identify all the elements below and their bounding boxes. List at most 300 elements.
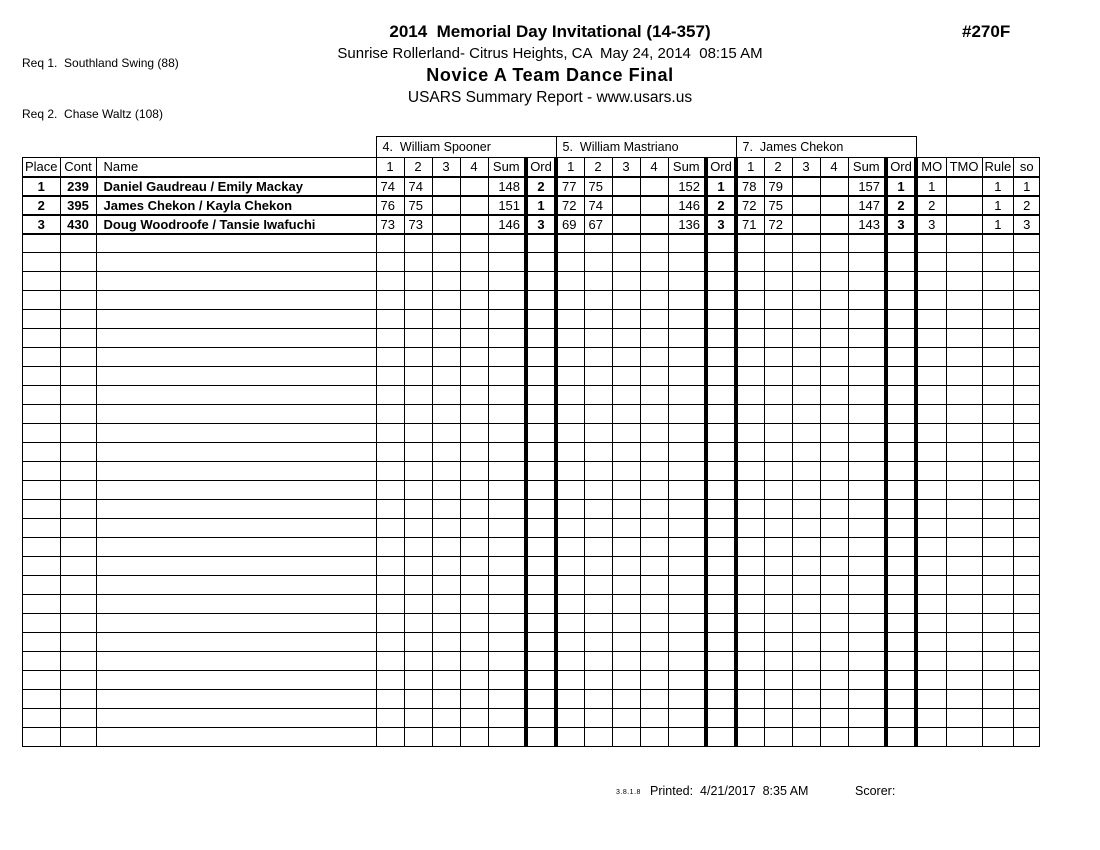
empty-cell: [376, 348, 404, 367]
score-cell: [432, 215, 460, 234]
empty-cell: [736, 595, 764, 614]
empty-cell: [886, 291, 916, 310]
empty-cell: [96, 728, 376, 747]
empty-cell: [820, 405, 848, 424]
empty-cell: [584, 690, 612, 709]
empty-cell: [792, 424, 820, 443]
empty-cell: [820, 481, 848, 500]
empty-table-row: [23, 633, 1040, 652]
col-score-2: 2: [584, 158, 612, 177]
empty-cell: [946, 595, 982, 614]
empty-cell: [1014, 348, 1040, 367]
empty-cell: [982, 367, 1014, 386]
empty-cell: [640, 405, 668, 424]
empty-table-row: [23, 671, 1040, 690]
empty-cell: [584, 538, 612, 557]
spacer: [23, 137, 377, 158]
score-cell: 74: [404, 177, 432, 196]
empty-cell: [556, 291, 584, 310]
empty-cell: [982, 234, 1014, 253]
judge-header-row: [23, 137, 1040, 158]
empty-cell: [848, 291, 886, 310]
empty-cell: [432, 348, 460, 367]
empty-cell: [946, 424, 982, 443]
score-table-wrap: [22, 136, 1040, 747]
empty-table-row: [23, 557, 1040, 576]
empty-cell: [736, 557, 764, 576]
empty-cell: [376, 234, 404, 253]
col-tmo: TMO: [946, 158, 982, 177]
empty-cell: [488, 253, 526, 272]
empty-table-row: [23, 462, 1040, 481]
empty-cell: [1014, 633, 1040, 652]
empty-cell: [668, 538, 706, 557]
empty-cell: [706, 652, 736, 671]
empty-cell: [60, 272, 96, 291]
empty-cell: [848, 424, 886, 443]
empty-cell: [848, 272, 886, 291]
empty-cell: [612, 519, 640, 538]
sum-cell: 146: [668, 196, 706, 215]
empty-cell: [668, 614, 706, 633]
empty-cell: [460, 443, 488, 462]
empty-cell: [764, 291, 792, 310]
empty-table-row: [23, 367, 1040, 386]
empty-cell: [488, 291, 526, 310]
empty-cell: [488, 557, 526, 576]
empty-cell: [886, 405, 916, 424]
empty-cell: [96, 443, 376, 462]
empty-cell: [1014, 367, 1040, 386]
empty-cell: [886, 576, 916, 595]
empty-cell: [764, 272, 792, 291]
empty-cell: [640, 538, 668, 557]
empty-table-row: [23, 234, 1040, 253]
spacer: [916, 137, 1040, 158]
empty-cell: [23, 272, 61, 291]
ordinal-cell: 3: [706, 215, 736, 234]
empty-cell: [764, 576, 792, 595]
empty-cell: [432, 424, 460, 443]
empty-cell: [706, 367, 736, 386]
empty-cell: [556, 519, 584, 538]
col-rule: Rule: [982, 158, 1014, 177]
empty-cell: [736, 576, 764, 595]
empty-cell: [736, 424, 764, 443]
col-score-4: 4: [820, 158, 848, 177]
empty-cell: [612, 671, 640, 690]
empty-cell: [460, 481, 488, 500]
empty-cell: [668, 405, 706, 424]
empty-cell: [556, 424, 584, 443]
empty-cell: [556, 329, 584, 348]
venue-datetime: Sunrise Rollerland- Citrus Heights, CA May 24, 2014 08:15 AM: [337, 45, 763, 62]
empty-cell: [916, 728, 946, 747]
empty-cell: [886, 310, 916, 329]
judge-name-box: 7. James Chekon: [736, 137, 916, 158]
empty-cell: [736, 310, 764, 329]
empty-cell: [23, 728, 61, 747]
empty-cell: [96, 367, 376, 386]
empty-cell: [640, 253, 668, 272]
empty-cell: [946, 272, 982, 291]
empty-cell: [584, 557, 612, 576]
empty-cell: [612, 424, 640, 443]
empty-cell: [982, 671, 1014, 690]
empty-cell: [460, 329, 488, 348]
empty-cell: [526, 310, 556, 329]
empty-cell: [60, 519, 96, 538]
empty-cell: [764, 348, 792, 367]
empty-cell: [612, 576, 640, 595]
empty-cell: [668, 424, 706, 443]
empty-cell: [848, 595, 886, 614]
empty-cell: [668, 310, 706, 329]
empty-cell: [488, 500, 526, 519]
col-score-2: 2: [764, 158, 792, 177]
empty-cell: [886, 538, 916, 557]
empty-cell: [820, 633, 848, 652]
empty-cell: [706, 728, 736, 747]
sum-cell: 147: [848, 196, 886, 215]
empty-cell: [376, 329, 404, 348]
empty-cell: [404, 709, 432, 728]
empty-cell: [792, 728, 820, 747]
competition-title: 2014 Memorial Day Invitational (14-357): [389, 22, 711, 41]
empty-cell: [460, 386, 488, 405]
empty-cell: [706, 462, 736, 481]
sum-ordinals-cell: 2: [1014, 196, 1040, 215]
empty-cell: [736, 538, 764, 557]
empty-cell: [640, 728, 668, 747]
empty-cell: [1014, 424, 1040, 443]
empty-cell: [612, 386, 640, 405]
empty-cell: [526, 557, 556, 576]
empty-cell: [60, 671, 96, 690]
empty-cell: [376, 500, 404, 519]
empty-cell: [60, 709, 96, 728]
empty-cell: [668, 348, 706, 367]
empty-cell: [96, 386, 376, 405]
empty-cell: [96, 481, 376, 500]
empty-cell: [584, 367, 612, 386]
place-cell: 1: [23, 177, 61, 196]
empty-table-row: [23, 253, 1040, 272]
empty-cell: [376, 405, 404, 424]
empty-cell: [556, 690, 584, 709]
empty-cell: [488, 367, 526, 386]
empty-cell: [376, 462, 404, 481]
empty-cell: [764, 671, 792, 690]
empty-cell: [404, 633, 432, 652]
empty-cell: [404, 557, 432, 576]
empty-cell: [432, 557, 460, 576]
empty-cell: [526, 424, 556, 443]
empty-cell: [886, 595, 916, 614]
empty-table-row: [23, 424, 1040, 443]
software-version: 3.8.1.8: [616, 789, 641, 796]
empty-cell: [1014, 272, 1040, 291]
team-name-cell: Doug Woodroofe / Tansie Iwafuchi: [96, 215, 376, 234]
printed-timestamp: [650, 784, 808, 798]
empty-cell: [60, 538, 96, 557]
empty-cell: [584, 310, 612, 329]
empty-cell: [820, 538, 848, 557]
empty-cell: [584, 405, 612, 424]
empty-cell: [612, 329, 640, 348]
empty-cell: [556, 652, 584, 671]
empty-cell: [736, 519, 764, 538]
empty-cell: [23, 481, 61, 500]
empty-cell: [404, 348, 432, 367]
empty-cell: [96, 633, 376, 652]
empty-cell: [982, 652, 1014, 671]
empty-cell: [404, 500, 432, 519]
empty-cell: [1014, 329, 1040, 348]
empty-cell: [612, 595, 640, 614]
empty-cell: [848, 462, 886, 481]
empty-cell: [432, 690, 460, 709]
empty-cell: [820, 576, 848, 595]
col-score-3: 3: [792, 158, 820, 177]
empty-cell: [668, 595, 706, 614]
empty-cell: [916, 310, 946, 329]
empty-cell: [432, 728, 460, 747]
empty-cell: [60, 424, 96, 443]
empty-cell: [820, 462, 848, 481]
empty-cell: [982, 576, 1014, 595]
empty-cell: [982, 348, 1014, 367]
score-cell: 78: [736, 177, 764, 196]
empty-cell: [376, 576, 404, 595]
place-cell: 3: [23, 215, 61, 234]
empty-cell: [526, 519, 556, 538]
empty-cell: [764, 652, 792, 671]
empty-cell: [584, 709, 612, 728]
empty-cell: [488, 272, 526, 291]
empty-cell: [792, 234, 820, 253]
empty-cell: [946, 386, 982, 405]
empty-cell: [376, 614, 404, 633]
empty-cell: [23, 633, 61, 652]
empty-cell: [706, 538, 736, 557]
empty-cell: [556, 234, 584, 253]
empty-cell: [376, 367, 404, 386]
empty-cell: [736, 633, 764, 652]
empty-cell: [640, 481, 668, 500]
empty-cell: [764, 386, 792, 405]
empty-cell: [612, 709, 640, 728]
empty-cell: [946, 557, 982, 576]
empty-cell: [764, 253, 792, 272]
empty-cell: [820, 291, 848, 310]
empty-cell: [640, 709, 668, 728]
empty-cell: [60, 595, 96, 614]
score-cell: [612, 177, 640, 196]
empty-cell: [886, 728, 916, 747]
empty-cell: [1014, 291, 1040, 310]
empty-cell: [96, 557, 376, 576]
empty-cell: [460, 538, 488, 557]
empty-cell: [916, 367, 946, 386]
requirement-line-2: Req 2. Chase Waltz (108): [22, 107, 163, 121]
empty-cell: [432, 329, 460, 348]
col-place: Place: [23, 158, 61, 177]
empty-cell: [982, 386, 1014, 405]
empty-cell: [736, 443, 764, 462]
empty-cell: [584, 424, 612, 443]
score-cell: 67: [584, 215, 612, 234]
empty-cell: [460, 671, 488, 690]
empty-cell: [982, 310, 1014, 329]
empty-cell: [820, 671, 848, 690]
judge-name-box: 5. William Mastriano: [556, 137, 736, 158]
empty-cell: [60, 234, 96, 253]
empty-cell: [584, 500, 612, 519]
empty-cell: [488, 348, 526, 367]
empty-cell: [556, 348, 584, 367]
empty-cell: [792, 291, 820, 310]
empty-cell: [60, 253, 96, 272]
col-score-4: 4: [640, 158, 668, 177]
empty-cell: [23, 462, 61, 481]
empty-cell: [886, 329, 916, 348]
empty-cell: [916, 462, 946, 481]
empty-cell: [60, 405, 96, 424]
empty-cell: [982, 462, 1014, 481]
empty-cell: [848, 310, 886, 329]
empty-table-row: [23, 310, 1040, 329]
empty-cell: [946, 462, 982, 481]
empty-cell: [736, 291, 764, 310]
empty-cell: [584, 519, 612, 538]
empty-cell: [706, 671, 736, 690]
empty-cell: [1014, 538, 1040, 557]
empty-cell: [848, 671, 886, 690]
empty-cell: [96, 291, 376, 310]
empty-cell: [432, 310, 460, 329]
empty-cell: [820, 386, 848, 405]
empty-cell: [706, 386, 736, 405]
empty-cell: [916, 386, 946, 405]
empty-cell: [640, 633, 668, 652]
empty-cell: [982, 424, 1014, 443]
empty-cell: [488, 386, 526, 405]
empty-cell: [792, 386, 820, 405]
empty-cell: [460, 424, 488, 443]
empty-cell: [982, 557, 1014, 576]
empty-cell: [488, 538, 526, 557]
empty-cell: [886, 519, 916, 538]
empty-cell: [404, 443, 432, 462]
empty-cell: [60, 348, 96, 367]
empty-cell: [584, 329, 612, 348]
empty-cell: [1014, 576, 1040, 595]
empty-cell: [764, 633, 792, 652]
empty-cell: [376, 272, 404, 291]
tmo-cell: [946, 215, 982, 234]
empty-cell: [848, 728, 886, 747]
score-cell: [460, 177, 488, 196]
empty-cell: [820, 253, 848, 272]
empty-cell: [792, 329, 820, 348]
empty-cell: [820, 367, 848, 386]
empty-cell: [376, 443, 404, 462]
col-ord: Ord: [526, 158, 556, 177]
empty-cell: [640, 557, 668, 576]
empty-cell: [612, 614, 640, 633]
col-ord: Ord: [886, 158, 916, 177]
empty-cell: [404, 728, 432, 747]
empty-cell: [946, 690, 982, 709]
empty-cell: [488, 728, 526, 747]
empty-cell: [946, 576, 982, 595]
empty-cell: [706, 310, 736, 329]
empty-cell: [376, 538, 404, 557]
empty-cell: [792, 500, 820, 519]
empty-cell: [706, 690, 736, 709]
empty-cell: [792, 538, 820, 557]
score-cell: 79: [764, 177, 792, 196]
empty-cell: [640, 671, 668, 690]
empty-cell: [526, 690, 556, 709]
empty-cell: [668, 557, 706, 576]
empty-cell: [612, 253, 640, 272]
empty-cell: [848, 538, 886, 557]
empty-cell: [432, 576, 460, 595]
empty-cell: [848, 519, 886, 538]
empty-cell: [764, 234, 792, 253]
empty-cell: [460, 557, 488, 576]
empty-cell: [764, 595, 792, 614]
empty-cell: [23, 614, 61, 633]
empty-cell: [612, 367, 640, 386]
col-sum: Sum: [848, 158, 886, 177]
empty-cell: [526, 595, 556, 614]
empty-cell: [23, 538, 61, 557]
empty-cell: [848, 557, 886, 576]
empty-cell: [1014, 671, 1040, 690]
empty-cell: [432, 519, 460, 538]
empty-cell: [946, 481, 982, 500]
empty-cell: [706, 443, 736, 462]
empty-cell: [848, 709, 886, 728]
empty-cell: [946, 329, 982, 348]
empty-cell: [432, 538, 460, 557]
empty-cell: [886, 462, 916, 481]
empty-cell: [886, 633, 916, 652]
empty-cell: [23, 291, 61, 310]
empty-cell: [1014, 443, 1040, 462]
empty-cell: [668, 462, 706, 481]
empty-cell: [668, 576, 706, 595]
empty-cell: [640, 367, 668, 386]
empty-cell: [1014, 253, 1040, 272]
col-so: so: [1014, 158, 1040, 177]
empty-cell: [404, 310, 432, 329]
empty-cell: [584, 272, 612, 291]
empty-cell: [706, 595, 736, 614]
result-row: [23, 196, 1040, 215]
empty-cell: [556, 310, 584, 329]
empty-cell: [556, 386, 584, 405]
empty-cell: [820, 595, 848, 614]
empty-cell: [404, 690, 432, 709]
column-header-row: [23, 158, 1040, 177]
empty-cell: [526, 291, 556, 310]
empty-cell: [526, 367, 556, 386]
empty-cell: [584, 614, 612, 633]
